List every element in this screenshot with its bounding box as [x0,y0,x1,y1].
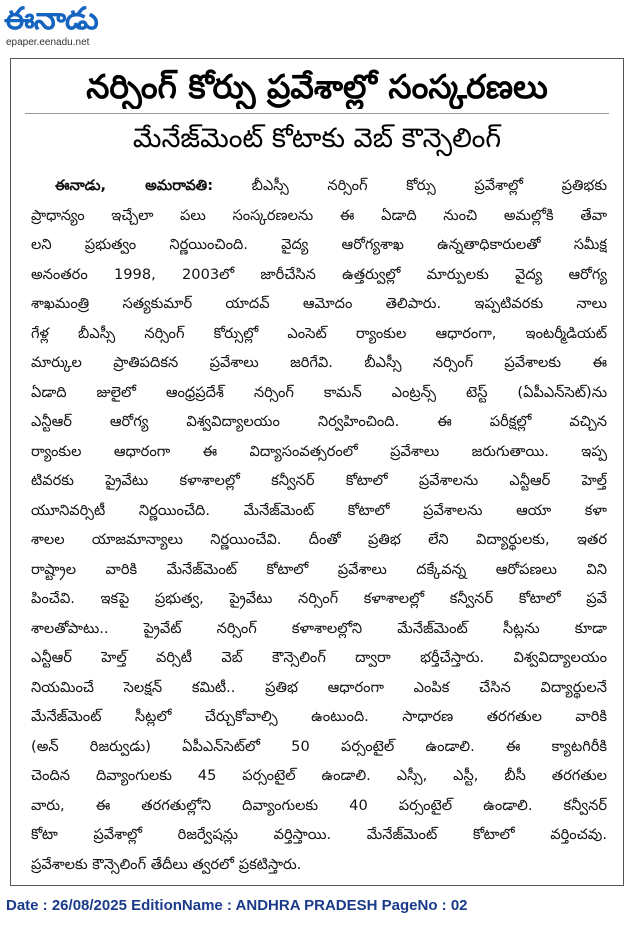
article-line-text: నియమించే సెలక్షన్ కమిటీ.. ప్రతిభ ఆధారంగా ఎంపిక చేసిన విద్యార్థులనే [31,678,607,696]
article-line [31,614,607,644]
article-line-text: మార్కుల ప్రాతిపదికన ప్రవేశాలు జరిగేవి. బీఎస్సీ నర్సింగ్ ప్రవేశాలకు ఈ [31,354,607,371]
edition-footer: Date : 26/08/2025 EditionName : ANDHRA PRADESH PageNo : 02 [6,897,468,914]
article-line-text: ప్రవేశాలకు కౌన్సెలింగ్ తేదీలు త్వరలో ప్రకటిస్తారు. [31,855,302,873]
article-line-text: చెందిన దివ్యాంగులకు 45 పర్సంటైల్ ఉండాలి. ఎస్సీ, ఎస్టీ, బీసీ తరగతుల [31,767,607,784]
article-line [31,761,607,791]
article-line-text: గేళ్ల బీఎస్సీ నర్సింగ్ కోర్సుల్లో ఎంసెట్ ర్యాంకుల ఆధారంగా, ఇంటర్మీడియట్ [31,324,607,342]
article-line-text: ఎన్టీఆర్ ఆరోగ్య విశ్వవిద్యాలయం నిర్వహించింది. ఈ పరీక్షల్లో వచ్చిన [31,413,607,430]
article-subheadline: మేనేజ్‌మెంట్ కోటాకు వెబ్ కౌన్సెలింగ్ [132,123,502,154]
article-line-text: పించేవి. ఇకపై ప్రభుత్వ, ప్రైవేటు నర్సింగ్ కళాశాలల్లో కన్వీనర్ కోటాలో ప్రవే [31,590,607,607]
article-line-text: ఎన్టీఆర్ హెల్త్ వర్సిటీ వెబ్ కౌన్సెలింగ్ ద్వారా భర్తీచేస్తారు. విశ్వవిద్యాలయం [31,649,607,666]
article-line-text: అనంతరం 1998, 2003లో జారీచేసిన ఉత్తర్వుల్లో మార్పులకు వైద్య ఆరోగ్య [31,265,607,283]
article-line [31,732,607,762]
article-line [31,496,607,526]
article-line-text: ఏడాది జులైలో ఆంధ్రప్రదేశ్ నర్సింగ్ కామన్ ఎంట్రన్స్ టెస్ట్ (ఏపీఎన్‌సెట్)ను [31,383,607,401]
article-line-text: బీఎస్సీ నర్సింగ్ కోర్సు ప్రవేశాల్లో ప్రతిభకు [251,177,607,194]
article-clipping [10,58,624,886]
article-line [31,702,607,732]
article-line-text: ర్యాంకుల ఆధారంగా ఈ విద్యాసంవత్సరంలో ప్రవేశాలు జరుగుతాయి. ఇప్ప [31,442,607,460]
article-line-text: మేనేజ్‌మెంట్ సీట్లలో చేర్చుకోవాల్సి ఉంటుంది. సాధారణ తరగతుల వారికి [31,708,607,725]
article-line-text: వారు, ఈ తరగతుల్లోని దివ్యాంగులకు 40 పర్సంటైల్ ఉండాలి. కన్వీనర్ [31,796,607,814]
article-line-text: లని ప్రభుత్వం నిర్ణయించింది. వైద్య ఆరోగ్యశాఖ ఉన్నతాధికారులతో సమీక్ష [31,236,607,253]
article-dateline: ఈనాడు, అమరావతి: [55,177,214,194]
article-line [31,584,607,614]
article-line [31,850,607,880]
article-body [31,171,607,879]
article-line-text: రాష్ట్రాల వారికి మేనేజ్‌మెంట్ కోటాలో ప్రవేశాలు దక్కేవన్న ఆరోపణలు విని [31,560,607,578]
article-line [31,378,607,408]
article-line-text: ప్రాధాన్యం ఇచ్చేలా పలు సంస్కరణలను ఈ ఏడాది నుంచి అమల్లోకి తేవా [31,206,607,224]
article-line [31,791,607,821]
article-line [31,673,607,703]
article-line-text: యూనివర్సిటీ నిర్ణయించేది. మేనేజ్‌మెంట్ కోటాలో ప్రవేశాలను ఆయా కళా [31,501,607,519]
article-line [31,437,607,467]
article-line-text: కోటా ప్రవేశాల్లో రిజర్వేషన్లు వర్తిస్తాయి. మేనేజ్‌మెంట్ కోటాలో వర్తించవు. [31,826,607,843]
article-line [31,201,607,231]
article-line [31,348,607,378]
article-line [31,319,607,349]
article-line-text: శాఖమంత్రి సత్యకుమార్ యాదవ్ ఆమోదం తెలిపారు. ఇప్పటివరకు నాలు [31,295,607,312]
article-line-text: (అన్ రిజర్వుడు) ఏపీఎన్‌సెట్‌లో 50 పర్సంటైల్ ఉండాలి. ఈ క్యాటగిరీకి [31,737,607,755]
article-line [31,289,607,319]
article-line [31,407,607,437]
article-line-text: శాలల యాజమాన్యాలు నిర్ణయించేవి. దీంతో ప్రతిభ లేని విద్యార్థులకు, ఇతర [31,531,607,548]
article-line-text: శాలతోపాటు.. ప్రైవేట్ నర్సింగ్ కళాశాలల్లోని మేనేజ్‌మెంట్ సీట్లను కూడా [31,619,607,637]
masthead [4,2,144,54]
epaper-url: epaper.eenadu.net [6,37,90,48]
article-line [31,171,607,201]
eenadu-logo: ఈనాడు [4,1,98,37]
article-line [31,820,607,850]
article-line [31,260,607,290]
article-line [31,643,607,673]
article-line-text: టివరకు ప్రైవేటు కళాశాలల్లో కన్వీనర్ కోటాలో ప్రవేశాలను ఎన్టీఆర్ హెల్త్ [31,472,607,489]
article-line [31,555,607,585]
article-line [31,466,607,496]
article-line [31,230,607,260]
article-line [31,525,607,555]
article-headline: నర్సింగ్ కోర్సు ప్రవేశాల్లో సంస్కరణలు [86,67,548,106]
headline-divider [25,113,609,114]
